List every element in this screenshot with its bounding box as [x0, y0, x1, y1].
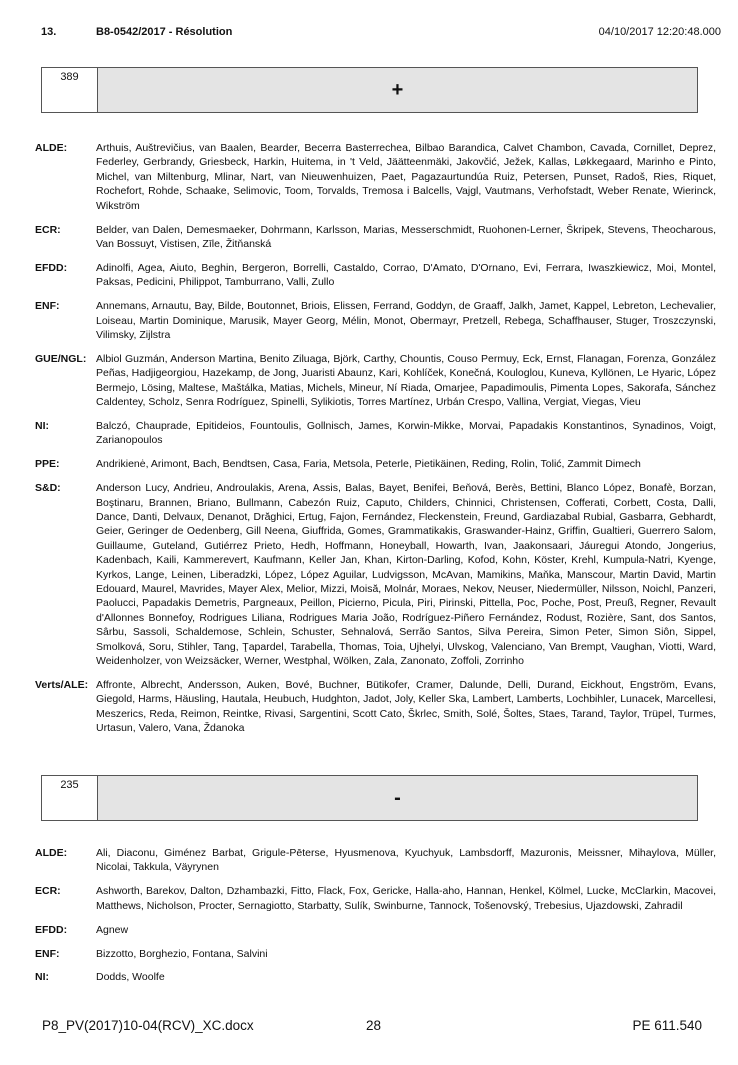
- group-name: [35, 923, 96, 937]
- group-label: ENF: [35, 947, 56, 960]
- group-label: ECR: [35, 885, 58, 898]
- political-group-row: [35, 923, 716, 937]
- group-label: S&D: [35, 482, 58, 495]
- group-name: [35, 223, 96, 252]
- political-group-row: [35, 947, 716, 961]
- group-separator: :: [82, 352, 87, 365]
- political-group-row: [35, 299, 716, 342]
- member-names: Albiol Guzmán, Anderson Martina, Benito Ziluaga, Björk, Carthy, Chountis, Couso Permuy, Eck, Ernst, Flanagan, Forenza, González Peñas, Hadjigeorgiou, Hazekamp, de Jong, Juaristi Abaunz, Kari, Kohlíček, Konečná, Kouloglou, Kuneva, Kyllönen, Le Hyaric, López Bermejo, Lösing, Maltese, Maštálka, Matias, Michels, Mineur, Ní Riada, Omarjee, Papadimoulis, Pimenta Lopes, Sakorafa, Sánchez Caldentey, Scholz, Senra Rodríguez, Spinelli, Sylikiotis, Torres Martínez, Urbán Crespo, Vallina, Vergiat, Viegas, Vieu: [96, 352, 716, 409]
- member-names: Anderson Lucy, Andrieu, Androulakis, Arena, Assis, Balas, Bayet, Benifei, Beňová, Berès, Bettini, Blanco López, Bonafè, Borzan, Boştinaru, Brannen, Briano, Bullmann, Cabezón Ruiz, Caputo, Childers, Chinnici, Christensen, Cofferati, Corbett, Costa, Dalli, Dance, Danti, Delvaux, Denanot, Drăghici, Ertug, Fajon, Fernández, Fleckenstein, Freund, Gardiazabal Rubial, Gasbarra, Gebhardt, Geier, Geringer de Oedenberg, Gill Neena, Giuffrida, Gomes, Grammatikakis, Graswander-Hainz, Griffin, Gualtieri, Guerrero Salom, Guillaume, Guteland, Gutiérrez Prieto, Hedh, Hoffmann, Honeyball, Howarth, Ivan, Jaakonsaari, Jáuregui Atondo, Jongerius, Kadenbach, Kaili, Kammerevert, Kaufmann, Keller Jan, Khan, Kirton-Darling, Kofod, Kohn, Köster, Krehl, Kumpula-Natri, Kyenge, Kyrkos, Lange, Leinen, Liberadzki, López, López Aguilar, Ludvigsson, McAvan, Mamikins, Maňka, Manscour, Martin David, Martin Edouard, Maurel, Mavrides, Mayer Alex, Melior, Mizzi, Moisă, Molnár, Moraes, Nekov, Neuser, Niedermüller, Nilsson, Noichl, Panzeri, Paolucci, Papadakis Demetris, Pargneaux, Peillon, Picierno, Picula, Piri, Pirinski, Pittella, Poc, Poche, Post, Preuß, Regner, Revault d'Allonnes Bonnefoy, Rodrigues Liliana, Rodrigues Maria João, Rodríguez-Piñero Fernández, Rodust, Rozière, Sant, dos Santos, Sârbu, Sassoli, Schaldemose, Schlein, Schuster, Sehnalová, Serrão Santos, Silva Pereira, Simon Peter, Simon Siôn, Sippel, Smolková, Soru, Stihler, Tang, Ţapardel, Tarabella, Thomas, Toia, Ujhelyi, Ulvskog, Valenciano, Van Brempt, Vaughan, Viotti, Ward, Weidenholzer, von Weizsäcker, Werner, Westphal, Wölken, Zala, Zanonato, Zoffoli, Zorrinho: [96, 482, 716, 668]
- political-group-row: [35, 481, 716, 668]
- member-names: Arthuis, Auštrevičius, van Baalen, Bearder, Becerra Basterrechea, Bilbao Barandica, Calvet Chambon, Cavada, Cornillet, Deprez, Federley, Gerbrandy, Griesbeck, Harkin, Huitema, in 't Veld, Jäätteenmäki, Jakovčić, Ježek, Kallas, Løkkegaard, Marinho e Pinto, Michel, van Miltenburg, Mlinar, Nart, van Nieuwenhuizen, Paet, Pagazaurtundúa Ruiz, Petersen, Punset, Radoš, Ries, Riquet, Rochefort, Rohde, Schaake, Selimovic, Toom, Torvalds, Tremosa i Balcells, Vajgl, Vautmans, Verhofstadt, Weber Renate, Wierinck, Wikström: [96, 142, 716, 212]
- group-name: [35, 299, 96, 342]
- political-group-row: [35, 141, 716, 213]
- group-list-for: [35, 141, 716, 745]
- group-separator: :: [56, 458, 60, 471]
- member-names: Belder, van Dalen, Demesmaeker, Dohrmann, Karlsson, Marias, Messerschmidt, Ruohonen-Lerner, Škripek, Stevens, Theocharous, Van Bossuyt, Vistisen, Zīle, Žitňanská: [96, 223, 716, 250]
- group-list-against: [35, 846, 716, 994]
- page-number: 28: [366, 1018, 382, 1033]
- group-separator: :: [57, 482, 61, 495]
- group-separator: :: [63, 261, 68, 274]
- group-separator: :: [63, 847, 68, 859]
- vote-box-against: [41, 775, 698, 821]
- group-separator: :: [56, 947, 60, 960]
- document-filename: P8_PV(2017)10-04(RCV)_XC.docx: [42, 1018, 254, 1033]
- group-name: [35, 352, 96, 410]
- member-names: Balczó, Chauprade, Epitideios, Fountoulis, Gollnisch, James, Korwin-Mikke, Morvai, Papadakis Konstantinos, Synadinos, Voigt, Zarianopoulos: [96, 420, 716, 447]
- group-label: ALDE: [35, 142, 64, 154]
- group-label: PPE: [35, 458, 57, 471]
- group-name: [35, 141, 96, 213]
- group-separator: :: [63, 142, 68, 154]
- member-names: Agnew: [96, 923, 129, 936]
- group-label: EFDD: [35, 923, 64, 936]
- member-names: Ashworth, Barekov, Dalton, Dzhambazki, Fitto, Flack, Fox, Gericke, Halla-aho, Hannan, Henkel, Kölmel, Lucke, McClarkin, Macovei, Matthews, Nicholson, Procter, Sernagiotto, Starbatty, Sulík, Swinburne, Tannock, Tošenovský, Trebesius, Ujazdowski, Zahradil: [96, 885, 716, 912]
- political-group-row: [35, 352, 716, 410]
- resolution-reference: B8-0542/2017 - Résolution: [96, 26, 233, 38]
- group-name: [35, 947, 96, 961]
- member-names: Andrikienė, Arimont, Bach, Bendtsen, Casa, Faria, Metsola, Peterle, Pietikäinen, Reding, Rolin, Tolić, Zammit Dimech: [96, 458, 641, 471]
- member-names: Dodds, Woolfe: [96, 971, 165, 984]
- group-name: [35, 846, 96, 875]
- vote-timestamp: 04/10/2017 12:20:48.000: [598, 26, 721, 38]
- group-separator: :: [57, 223, 61, 236]
- vote-symbol-plus: +: [98, 68, 697, 112]
- member-names: Ali, Diaconu, Giménez Barbat, Grigule-Pēterse, Hyusmenova, Kyuchyuk, Lambsdorff, Mazuronis, Meissner, Mihaylova, Müller, Nicolai, Takkula, Väyrynen: [96, 847, 716, 874]
- political-group-row: [35, 846, 716, 875]
- political-group-row: [35, 884, 716, 913]
- item-number: 13.: [41, 26, 57, 38]
- member-names: Bizzotto, Borghezio, Fontana, Salvini: [96, 947, 268, 960]
- member-names: Adinolfi, Agea, Aiuto, Beghin, Bergeron, Borrelli, Castaldo, Corrao, D'Amato, D'Ornano, Evi, Ferrara, Iwaszkiewicz, Moi, Montel, Paksas, Pedicini, Philippot, Tamburrano, Valli, Zullo: [96, 261, 716, 289]
- group-label: ALDE: [35, 847, 64, 859]
- group-separator: :: [45, 420, 49, 432]
- group-label: ECR: [35, 223, 58, 236]
- page-header: [0, 26, 738, 42]
- group-name: [35, 261, 96, 290]
- group-separator: :: [63, 923, 68, 936]
- political-group-row: [35, 261, 716, 290]
- group-name: [35, 481, 96, 668]
- political-group-row: [35, 223, 716, 252]
- group-name: [35, 678, 96, 736]
- group-label: GUE/NGL: [35, 352, 83, 365]
- vote-symbol-minus: -: [98, 776, 697, 820]
- group-separator: :: [56, 300, 60, 313]
- pe-reference: PE 611.540: [632, 1018, 702, 1033]
- group-separator: :: [84, 679, 89, 691]
- group-label: NI: [35, 971, 46, 984]
- group-name: [35, 884, 96, 913]
- group-label: Verts/ALE: [35, 679, 85, 691]
- group-label: NI: [35, 420, 46, 432]
- group-label: ENF: [35, 300, 56, 313]
- political-group-row: [35, 419, 716, 448]
- group-name: [35, 457, 96, 471]
- group-name: [35, 970, 96, 984]
- vote-count: 389: [42, 68, 98, 112]
- member-names: Annemans, Arnautu, Bay, Bilde, Boutonnet, Briois, Elissen, Ferrand, Goddyn, de Graaff, Jalkh, Jamet, Kappel, Lebreton, Lechevalier, Loiseau, Martin Dominique, Marusik, Mayer Georg, Mélin, Monot, Obermayr, Pretzell, Rebega, Schaffhauser, Stuger, Troszczynski, Vilimsky, Zijlstra: [96, 300, 716, 341]
- group-name: [35, 419, 96, 448]
- member-names: Affronte, Albrecht, Andersson, Auken, Bové, Buchner, Bütikofer, Cramer, Dalunde, Delli, Durand, Eickhout, Engström, Evans, Giegold, Harms, Häusling, Hautala, Heubuch, Hudghton, Jadot, Joly, Keller Ska, Lambert, Lamberts, Lochbihler, Lunacek, Marcellesi, Meszerics, Reda, Reimon, Reintke, Rivasi, Sargentini, Scott Cato, Škrlec, Smith, Solé, Šoltes, Staes, Tarand, Taylor, Trüpel, Turmes, Urtasun, Valero, Vana, Ždanoka: [96, 679, 716, 735]
- political-group-row: [35, 970, 716, 984]
- group-separator: :: [57, 885, 61, 898]
- political-group-row: [35, 678, 716, 736]
- vote-count: 235: [42, 776, 98, 820]
- political-group-row: [35, 457, 716, 471]
- vote-box-for: [41, 67, 698, 113]
- group-separator: :: [45, 971, 49, 984]
- group-label: EFDD: [35, 261, 64, 274]
